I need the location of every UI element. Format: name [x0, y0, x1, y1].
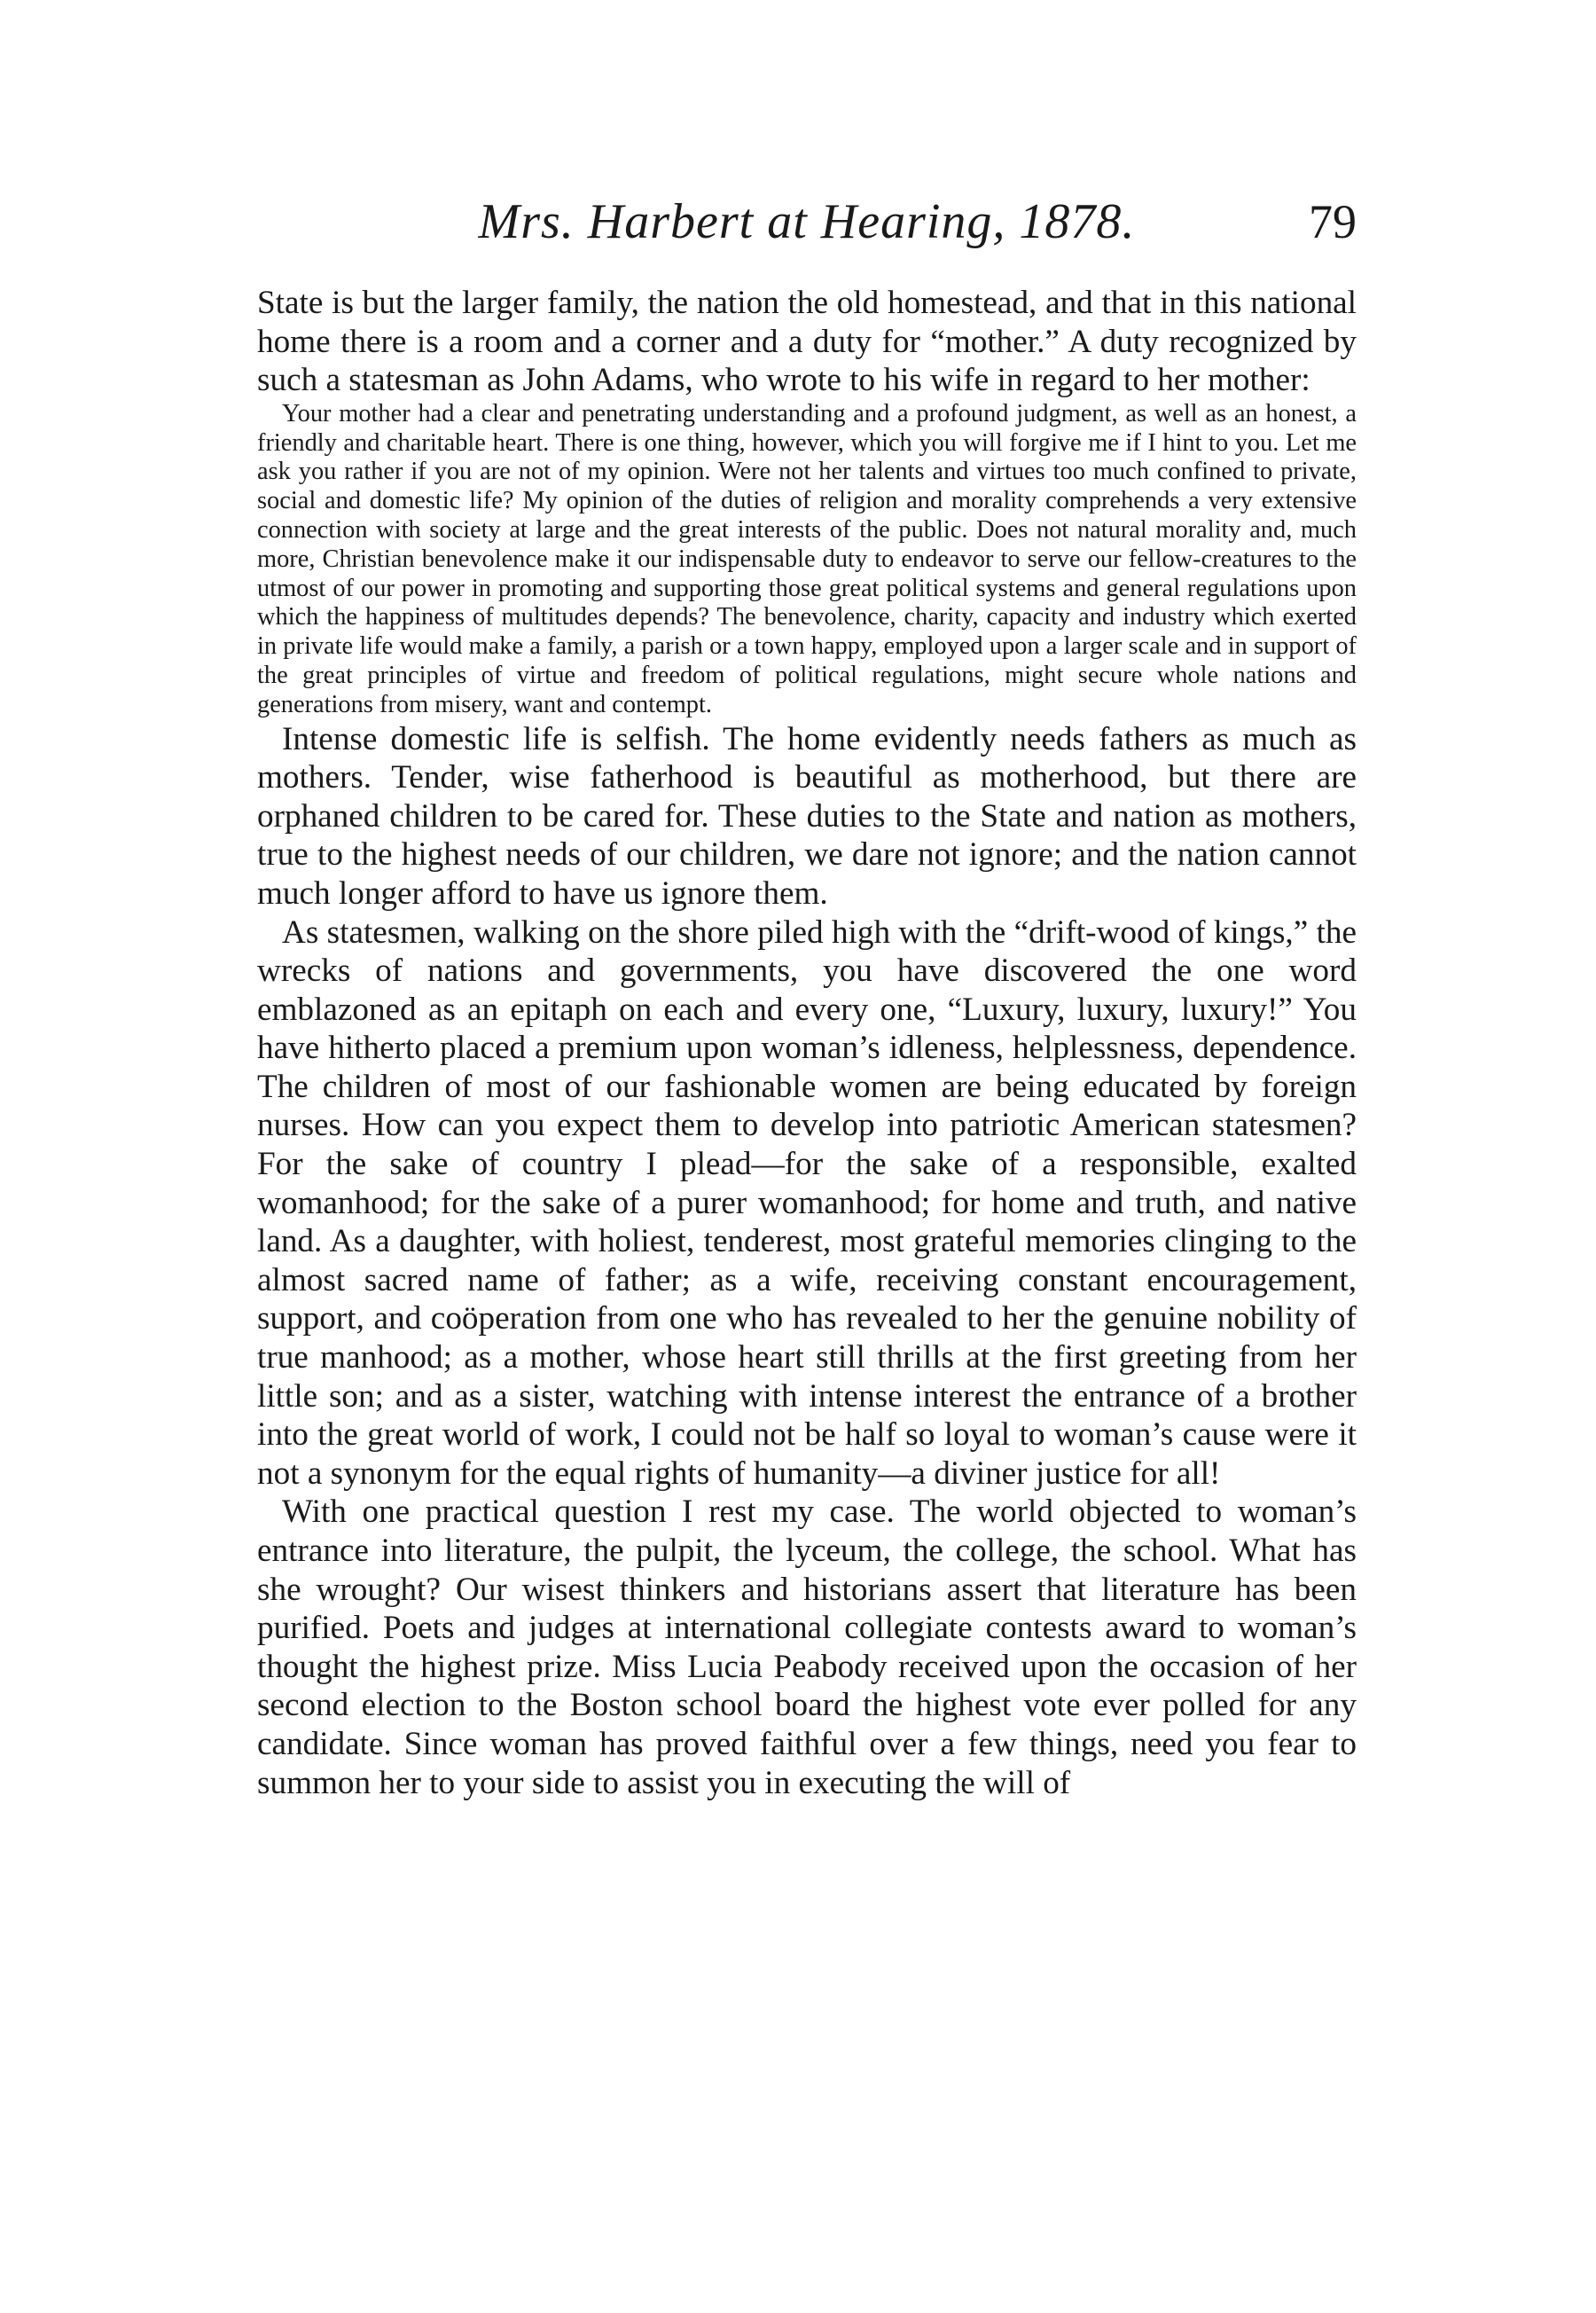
paragraph-practical-question: With one practical question I rest my case. The world objected to woman’s entrance into literature, the pulpit, the lyceum, the college, the school. What has she wrought? Our wisest thinkers and historians assert that literature has been purified. Poets and judges at international collegiate contests award to woman’s thought the highest prize. Miss Lucia Peabody received upon the occasion of her second election to the Boston school board the highest vote ever polled for any candidate. Since woman has proved faithful over a few things, need you fear to summon her to your side to assist you in executing the will of: [257, 1494, 1357, 1801]
paragraph-domestic-life: Intense domestic life is selfish. The home evidently needs fathers as much as mothers. Tender, wise fatherhood is beautiful as motherhood, but there are orphaned children to be cared for. These duties to the State and nation as mothers, true to the highest needs of our children, we dare not ignore; and the nation cannot much longer afford to have us ignore them.: [257, 720, 1357, 912]
paragraph-state-family: State is but the larger family, the nation the old homestead, and that in this national home there is a room and a corner and a duty for “mother.” A duty recognized by such a statesman as John Adams, who wrote to his wife in regard to her mother:: [257, 285, 1357, 399]
running-title: Mrs. Harbert at Hearing, 1878.: [478, 194, 1136, 249]
block-quote-john-adams: Your mother had a clear and penetrating understanding and a profound judgment, as well as an honest, a friendly and charitable heart. There is one thing, however, which you will forgive me if I hint to you. Let me ask you rather if you are not of my opinion. Were not her talents and virtues too much confined to private, social and domestic life? My opinion of the duties of religion and morality comprehends a very extensive connection with society at large and the great interests of the public. Does not natural morality and, much more, Christian benevolence make it our indispensable duty to endeavor to serve our fellow-creatures to the utmost of our power in promoting and supporting those great political systems and general regulations upon which the happiness of multitudes depends? The benevolence, charity, capacity and industry which exerted in private life would make a family, a parish or a town happy, employed upon a larger scale and in support of the great principles of virtue and freedom of political regulations, might secure whole nations and generations from misery, want and contempt.: [257, 399, 1357, 718]
book-page: [257, 186, 1357, 1802]
body-text: [257, 284, 1357, 1802]
paragraph-statesmen: As statesmen, walking on the shore piled high with the “drift-wood of kings,” the wrecks of nations and governments, you have discovered the one word emblazoned as an epitaph on each and every one, “Luxury, luxury, luxury!” You have hitherto placed a premium upon woman’s idleness, helplessness, dependence. The children of most of our fashionable women are being educated by foreign nurses. How can you expect them to develop into patriotic American statesmen? For the sake of country I plead—for the sake of a responsible, exalted womanhood; for the sake of a purer womanhood; for home and truth, and native land. As a daughter, with holiest, tenderest, most grateful memories clinging to the almost sacred name of father; as a wife, receiving constant encouragement, support, and coöperation from one who has revealed to her the genuine nobility of true manhood; as a mother, whose heart still thrills at the first greeting from her little son; and as a sister, watching with intense interest the entrance of a brother into the great world of work, I could not be half so loyal to woman’s cause were it not a synonym for the equal rights of humanity—a diviner justice for all!: [257, 913, 1357, 1492]
running-header: [257, 186, 1357, 257]
page-number: 79: [1309, 195, 1357, 248]
